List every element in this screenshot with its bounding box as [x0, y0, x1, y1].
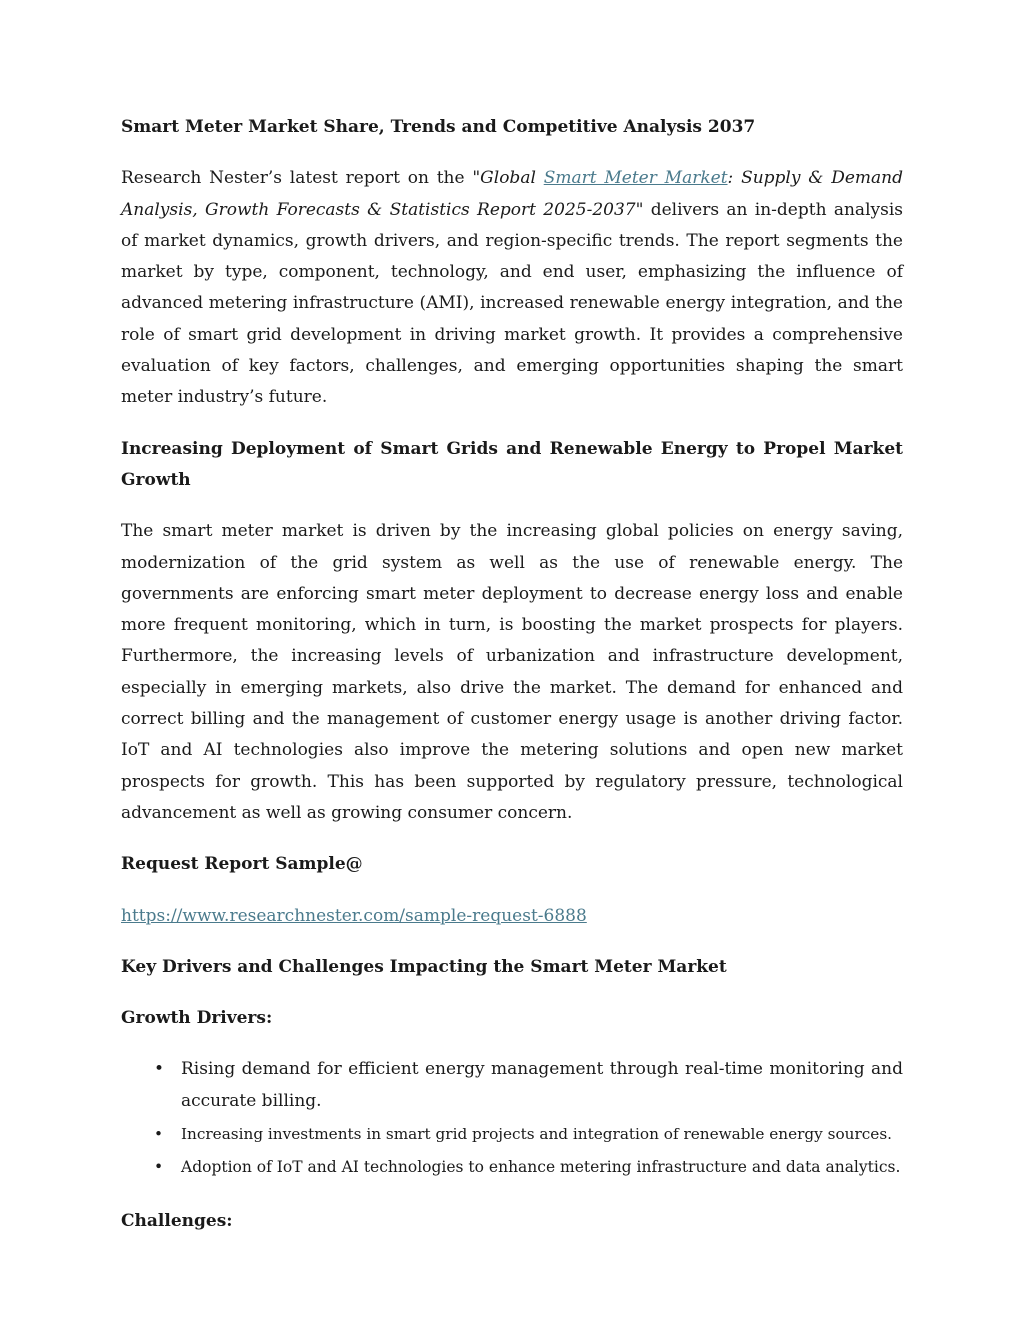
report-title-open: "Global: [472, 168, 544, 189]
key-drivers-heading: Key Drivers and Challenges Impacting the Smart Meter Market: [121, 956, 727, 977]
spacer: [121, 829, 903, 849]
growth-drivers-heading: Growth Drivers:: [121, 1008, 273, 1029]
list-item: [121, 1054, 903, 1117]
list-item-text: Rising demand for efficient energy management through real-time monitoring and accurate billing.: [181, 1059, 903, 1111]
list-item-text: Adoption of IoT and AI technologies to enhance metering infrastructure and data analytics.: [181, 1158, 901, 1177]
sample-link-paragraph: [121, 901, 903, 932]
list-item-text: Increasing investments in smart grid projects and integration of renewable energy sources.: [181, 1125, 893, 1144]
spacer: [121, 983, 903, 1003]
smart-meter-market-link[interactable]: Smart Meter Market: [543, 168, 728, 189]
spacer: [121, 932, 903, 952]
growth-drivers-list: [121, 1054, 903, 1183]
intro-body: delivers an in-depth analysis of market dynamics, growth drivers, and region-specific trends. The report segments the market by type, component, technology, and end user, emphasizing the influence of advanced metering infrastructure (AMI), increased renewable energy integration, and the role of smart grid development in driving market growth. It provides a comprehensive evaluation of key factors, challenges, and emerging opportunities shaping the smart meter industry’s future.: [121, 199, 903, 408]
challenges-heading: Challenges:: [121, 1210, 233, 1231]
bullet-icon: •: [154, 1158, 164, 1177]
spacer: [121, 1034, 903, 1054]
spacer: [121, 143, 903, 163]
list-item: [121, 1119, 903, 1150]
document-page: [121, 112, 903, 1237]
spacer: [121, 496, 903, 516]
list-item: [121, 1152, 903, 1183]
intro-lead: Research Nester’s latest report on the: [121, 168, 473, 189]
document-title: Smart Meter Market Share, Trends and Competitive Analysis 2037: [121, 117, 756, 137]
spacer: [121, 1186, 903, 1206]
spacer: [121, 414, 903, 434]
section-heading-growth: Increasing Deployment of Smart Grids and Renewable Energy to Propel Market Growth: [121, 438, 903, 490]
growth-paragraph: The smart meter market is driven by the increasing global policies on energy saving, modernization of the grid system as well as the use of renewable energy. The governments are enforcing smart meter deployment to decrease energy loss and enable more frequent monitoring, which in turn, is boosting the market prospects for players. Furthermore, the increasing levels of urbanization and infrastructure development, especially in emerging markets, also drive the market. The demand for enhanced and correct billing and the management of customer energy usage is another driving factor. IoT and AI technologies also improve the metering solutions and open new market prospects for growth. This has been supported by regulatory pressure, technological advancement as well as growing consumer concern.: [121, 521, 903, 823]
spacer: [121, 881, 903, 901]
bullet-icon: •: [154, 1125, 163, 1144]
sample-request-link[interactable]: https://www.researchnester.com/sample-request-6888: [121, 905, 587, 926]
report-title-rest: : Supply & Demand Analysis, Growth Forecasts & Statistics Report 2025-2037": [121, 168, 903, 220]
request-sample-heading: Request Report Sample@: [121, 854, 363, 875]
bullet-icon: •: [154, 1059, 165, 1080]
intro-paragraph: [121, 163, 903, 413]
